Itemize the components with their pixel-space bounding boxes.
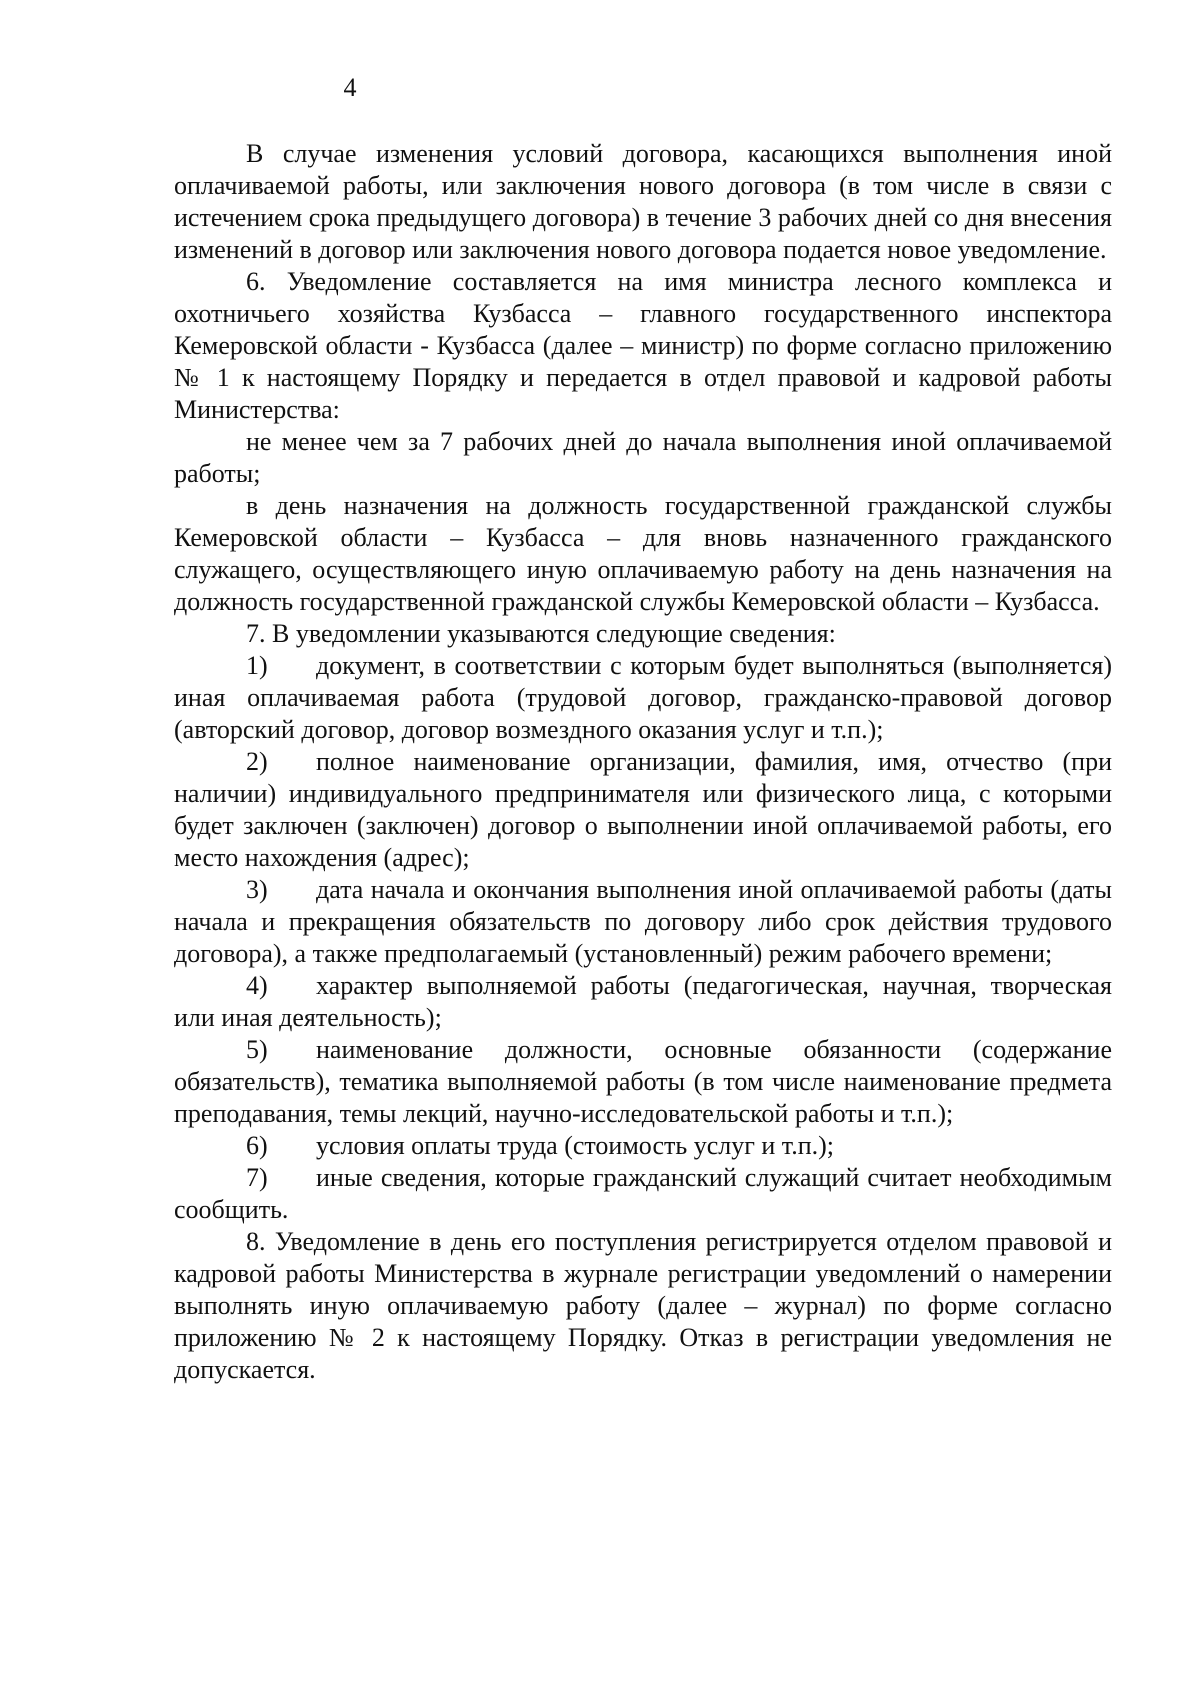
list-item-4 [174, 970, 1112, 1034]
paragraph-6-deadline: не менее чем за 7 рабочих дней до начала выполнения иной оплачиваемой работы; [174, 427, 1112, 488]
list-item-text: полное наименование организации, фамилия, имя, отчество (при наличии) индивидуального предпринимателя или физического лица, с которыми будет заключен (заключен) договор о выполнении иной оплачиваемой работы, его место нахождения (адрес); [174, 747, 1112, 872]
paragraph-6: 6. Уведомление составляется на имя министра лесного комплекса и охотничьего хозяйства Кузбасса – главного государственного инспектора Кемеровской области - Кузбасса (далее – министр) по форме согласно приложению № 1 к настоящему Порядку и передается в отдел правовой и кадровой работы Министерства: [174, 267, 1112, 424]
list-item-text: дата начала и окончания выполнения иной оплачиваемой работы (даты начала и прекращения обязательств по договору либо срок действия трудового договора), а также предполагаемый (установленный) режим рабочего времени; [174, 875, 1112, 968]
list-item-number: 4) [246, 971, 268, 1000]
list-item-number: 2) [246, 747, 268, 776]
list-item-number: 3) [246, 875, 268, 904]
page-number: 4 [343, 73, 357, 102]
list-item-6 [174, 1130, 1112, 1162]
list-item-number: 1) [246, 651, 268, 680]
list-item-7 [174, 1162, 1112, 1226]
list-item-text: условия оплаты труда (стоимость услуг и т.п.); [316, 1131, 835, 1160]
paragraph-6-appointment: в день назначения на должность государственной гражданской службы Кемеровской области – Кузбасса – для вновь назначенного гражданского служащего, осуществляющего иную оплачиваемую работу на день назначения на должность государственной гражданской службы Кемеровской области – Кузбасса. [174, 491, 1112, 616]
list-item-number: 6) [246, 1131, 268, 1160]
list-item-1 [174, 650, 1112, 746]
list-item-3 [174, 874, 1112, 970]
document-body [174, 138, 1112, 1386]
paragraph-7: 7. В уведомлении указываются следующие сведения: [246, 619, 836, 648]
list-item-5 [174, 1034, 1112, 1130]
list-item-2 [174, 746, 1112, 874]
list-item-text: иные сведения, которые гражданский служащий считает необходимым сообщить. [174, 1163, 1112, 1224]
list-item-number: 7) [246, 1163, 268, 1192]
list-item-text: характер выполняемой работы (педагогическая, научная, творческая или иная деятельность); [174, 971, 1112, 1032]
paragraph-contract-change: В случае изменения условий договора, касающихся выполнения иной оплачиваемой работы, или заключения нового договора (в том числе в связи с истечением срока предыдущего договора) в течение 3 рабочих дней со дня внесения изменений в договор или заключения нового договора подается новое уведомление. [174, 139, 1112, 264]
list-item-text: документ, в соответствии с которым будет выполняться (выполняется) иная оплачиваемая работа (трудовой договор, гражданско-правовой договор (авторский договор, договор возмездного оказания услуг и т.п.); [174, 651, 1112, 744]
list-item-text: наименование должности, основные обязанности (содержание обязательств), тематика выполняемой работы (в том числе наименование предмета преподавания, темы лекций, научно-исследовательской работы и т.п.); [174, 1035, 1112, 1128]
paragraph-8: 8. Уведомление в день его поступления регистрируется отделом правовой и кадровой работы Министерства в журнале регистрации уведомлений о намерении выполнять иную оплачиваемую работу (далее – журнал) по форме согласно приложению № 2 к настоящему Порядку. Отказ в регистрации уведомления не допускается. [174, 1227, 1112, 1384]
list-item-number: 5) [246, 1035, 268, 1064]
